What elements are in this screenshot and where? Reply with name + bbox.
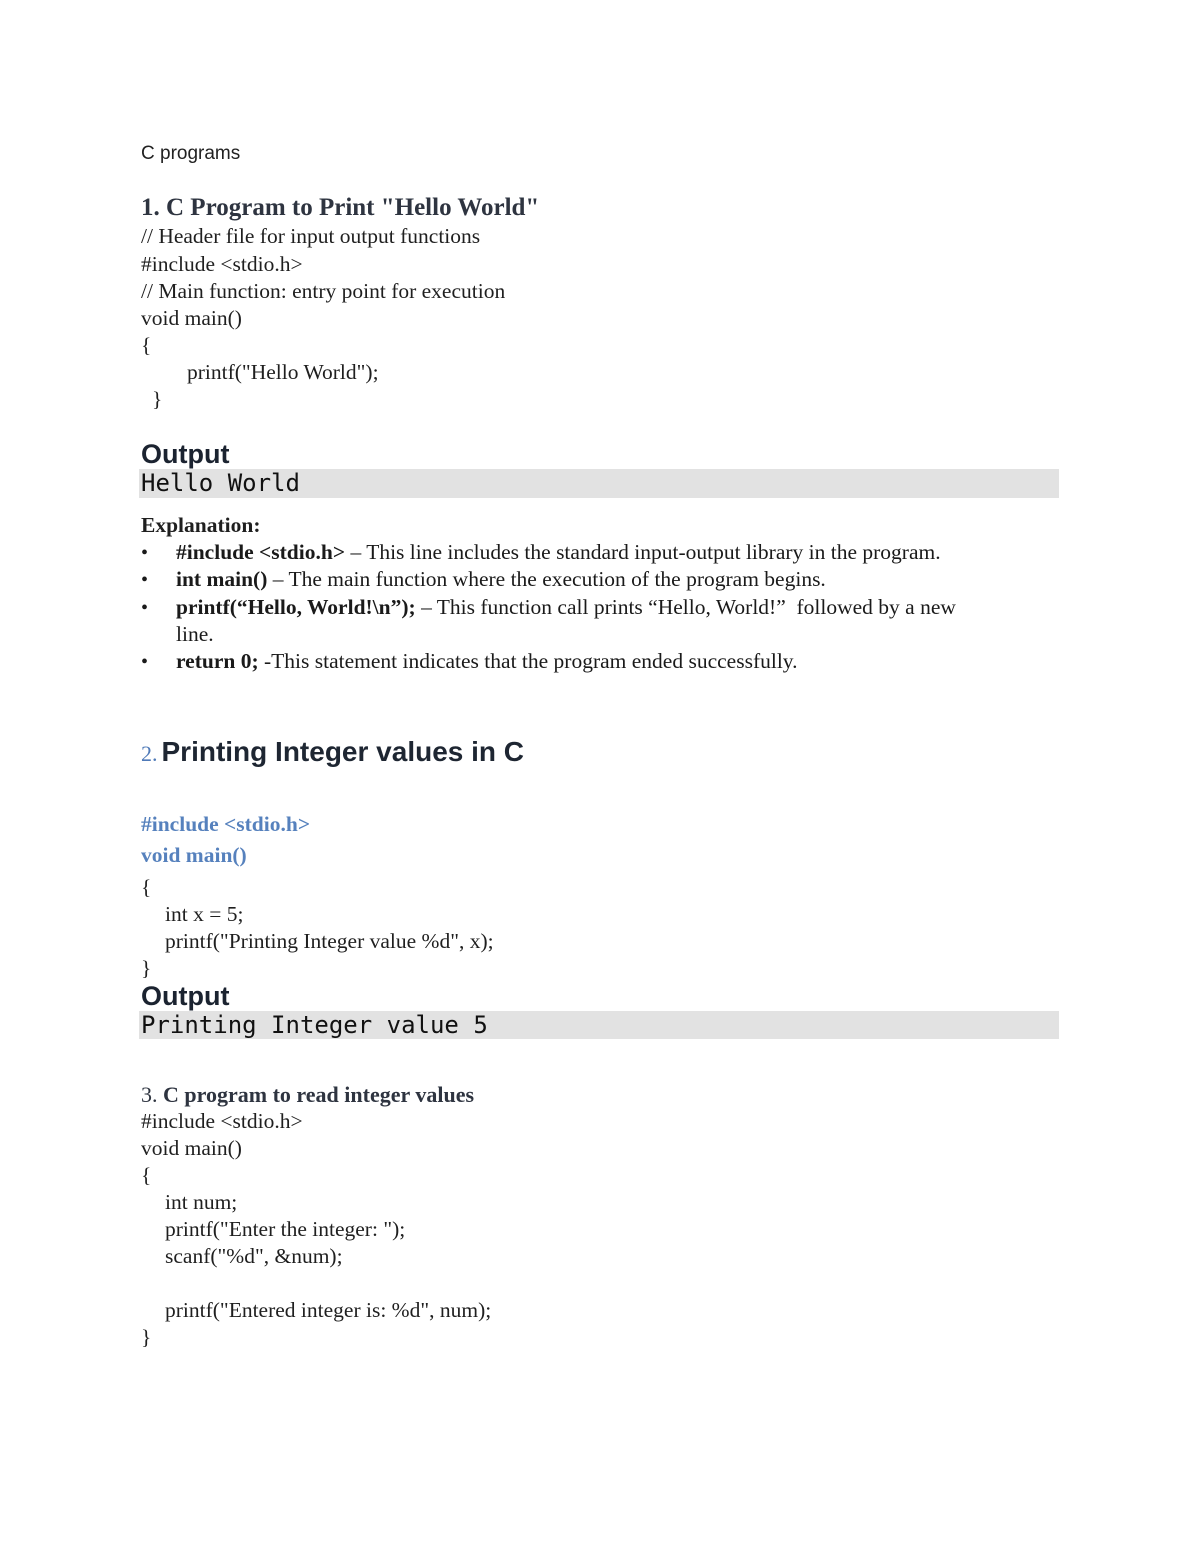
- code-line: }: [141, 1325, 152, 1349]
- code-line: #include <stdio.h>: [141, 1109, 303, 1133]
- explanation-label: Explanation:: [141, 513, 261, 537]
- output-heading: Output: [141, 439, 230, 469]
- output-text: Hello World: [141, 469, 300, 497]
- section-2-heading: [141, 736, 524, 768]
- section-3-heading: [141, 1082, 474, 1108]
- code-line: {: [141, 875, 152, 899]
- bullet-icon: •: [141, 597, 149, 619]
- bullet-icon: •: [141, 569, 149, 591]
- section-3-number: 3.: [141, 1082, 158, 1107]
- bullet-text: – This line includes the standard input-output library in the program.: [345, 540, 941, 564]
- bullet-continuation: line.: [176, 622, 214, 646]
- bullet-item: [176, 595, 956, 620]
- code-line: scanf("%d", &num);: [165, 1244, 343, 1268]
- section-2-title: Printing Integer values in C: [161, 736, 525, 767]
- doc-title: C programs: [141, 143, 241, 164]
- code-line: int num;: [165, 1190, 238, 1214]
- code-line: }: [141, 956, 152, 980]
- code-line: void main(): [141, 1136, 242, 1160]
- bullet-item: [176, 649, 798, 674]
- section-1-title: C Program to Print "Hello World": [166, 194, 540, 221]
- code-line: printf("Enter the integer: ");: [165, 1217, 406, 1241]
- bullet-item: [176, 540, 941, 565]
- code-line: // Header file for input output functions: [141, 224, 481, 248]
- bullet-text: – This function call prints “Hello, World!” followed by a new: [415, 595, 956, 619]
- bullet-text: – The main function where the execution of the program begins.: [267, 567, 826, 591]
- bullet-code: int main(): [176, 567, 268, 591]
- output-box: [139, 1011, 1059, 1039]
- bullet-item: [176, 567, 826, 592]
- code-line: #include <stdio.h>: [141, 252, 303, 276]
- code-line: printf("Entered integer is: %d", num);: [165, 1298, 492, 1322]
- section-2-number: 2.: [141, 741, 158, 766]
- code-line: }: [152, 387, 163, 411]
- code-line: printf("Printing Integer value %d", x);: [165, 929, 494, 953]
- bullet-icon: •: [141, 542, 149, 564]
- code-line: void main(): [141, 843, 247, 867]
- bullet-text: -This statement indicates that the program ended successfully.: [258, 649, 798, 673]
- output-heading: Output: [141, 981, 230, 1011]
- output-box: [139, 469, 1059, 498]
- code-line: // Main function: entry point for execution: [141, 279, 506, 303]
- section-1-heading: [141, 194, 539, 222]
- code-line: {: [141, 1163, 152, 1187]
- code-line: printf("Hello World");: [187, 360, 379, 384]
- code-line: #include <stdio.h>: [141, 812, 311, 836]
- section-3-title: C program to read integer values: [163, 1082, 475, 1107]
- bullet-code: printf(“Hello, World!\n”);: [176, 595, 416, 619]
- code-line: void main(): [141, 306, 242, 330]
- code-line: {: [141, 333, 152, 357]
- bullet-code: #include <stdio.h>: [176, 540, 346, 564]
- bullet-code: return 0;: [176, 649, 259, 673]
- section-1-number: 1.: [141, 194, 160, 221]
- bullet-icon: •: [141, 651, 149, 673]
- code-line: int x = 5;: [165, 902, 244, 926]
- output-text: Printing Integer value 5: [141, 1011, 488, 1039]
